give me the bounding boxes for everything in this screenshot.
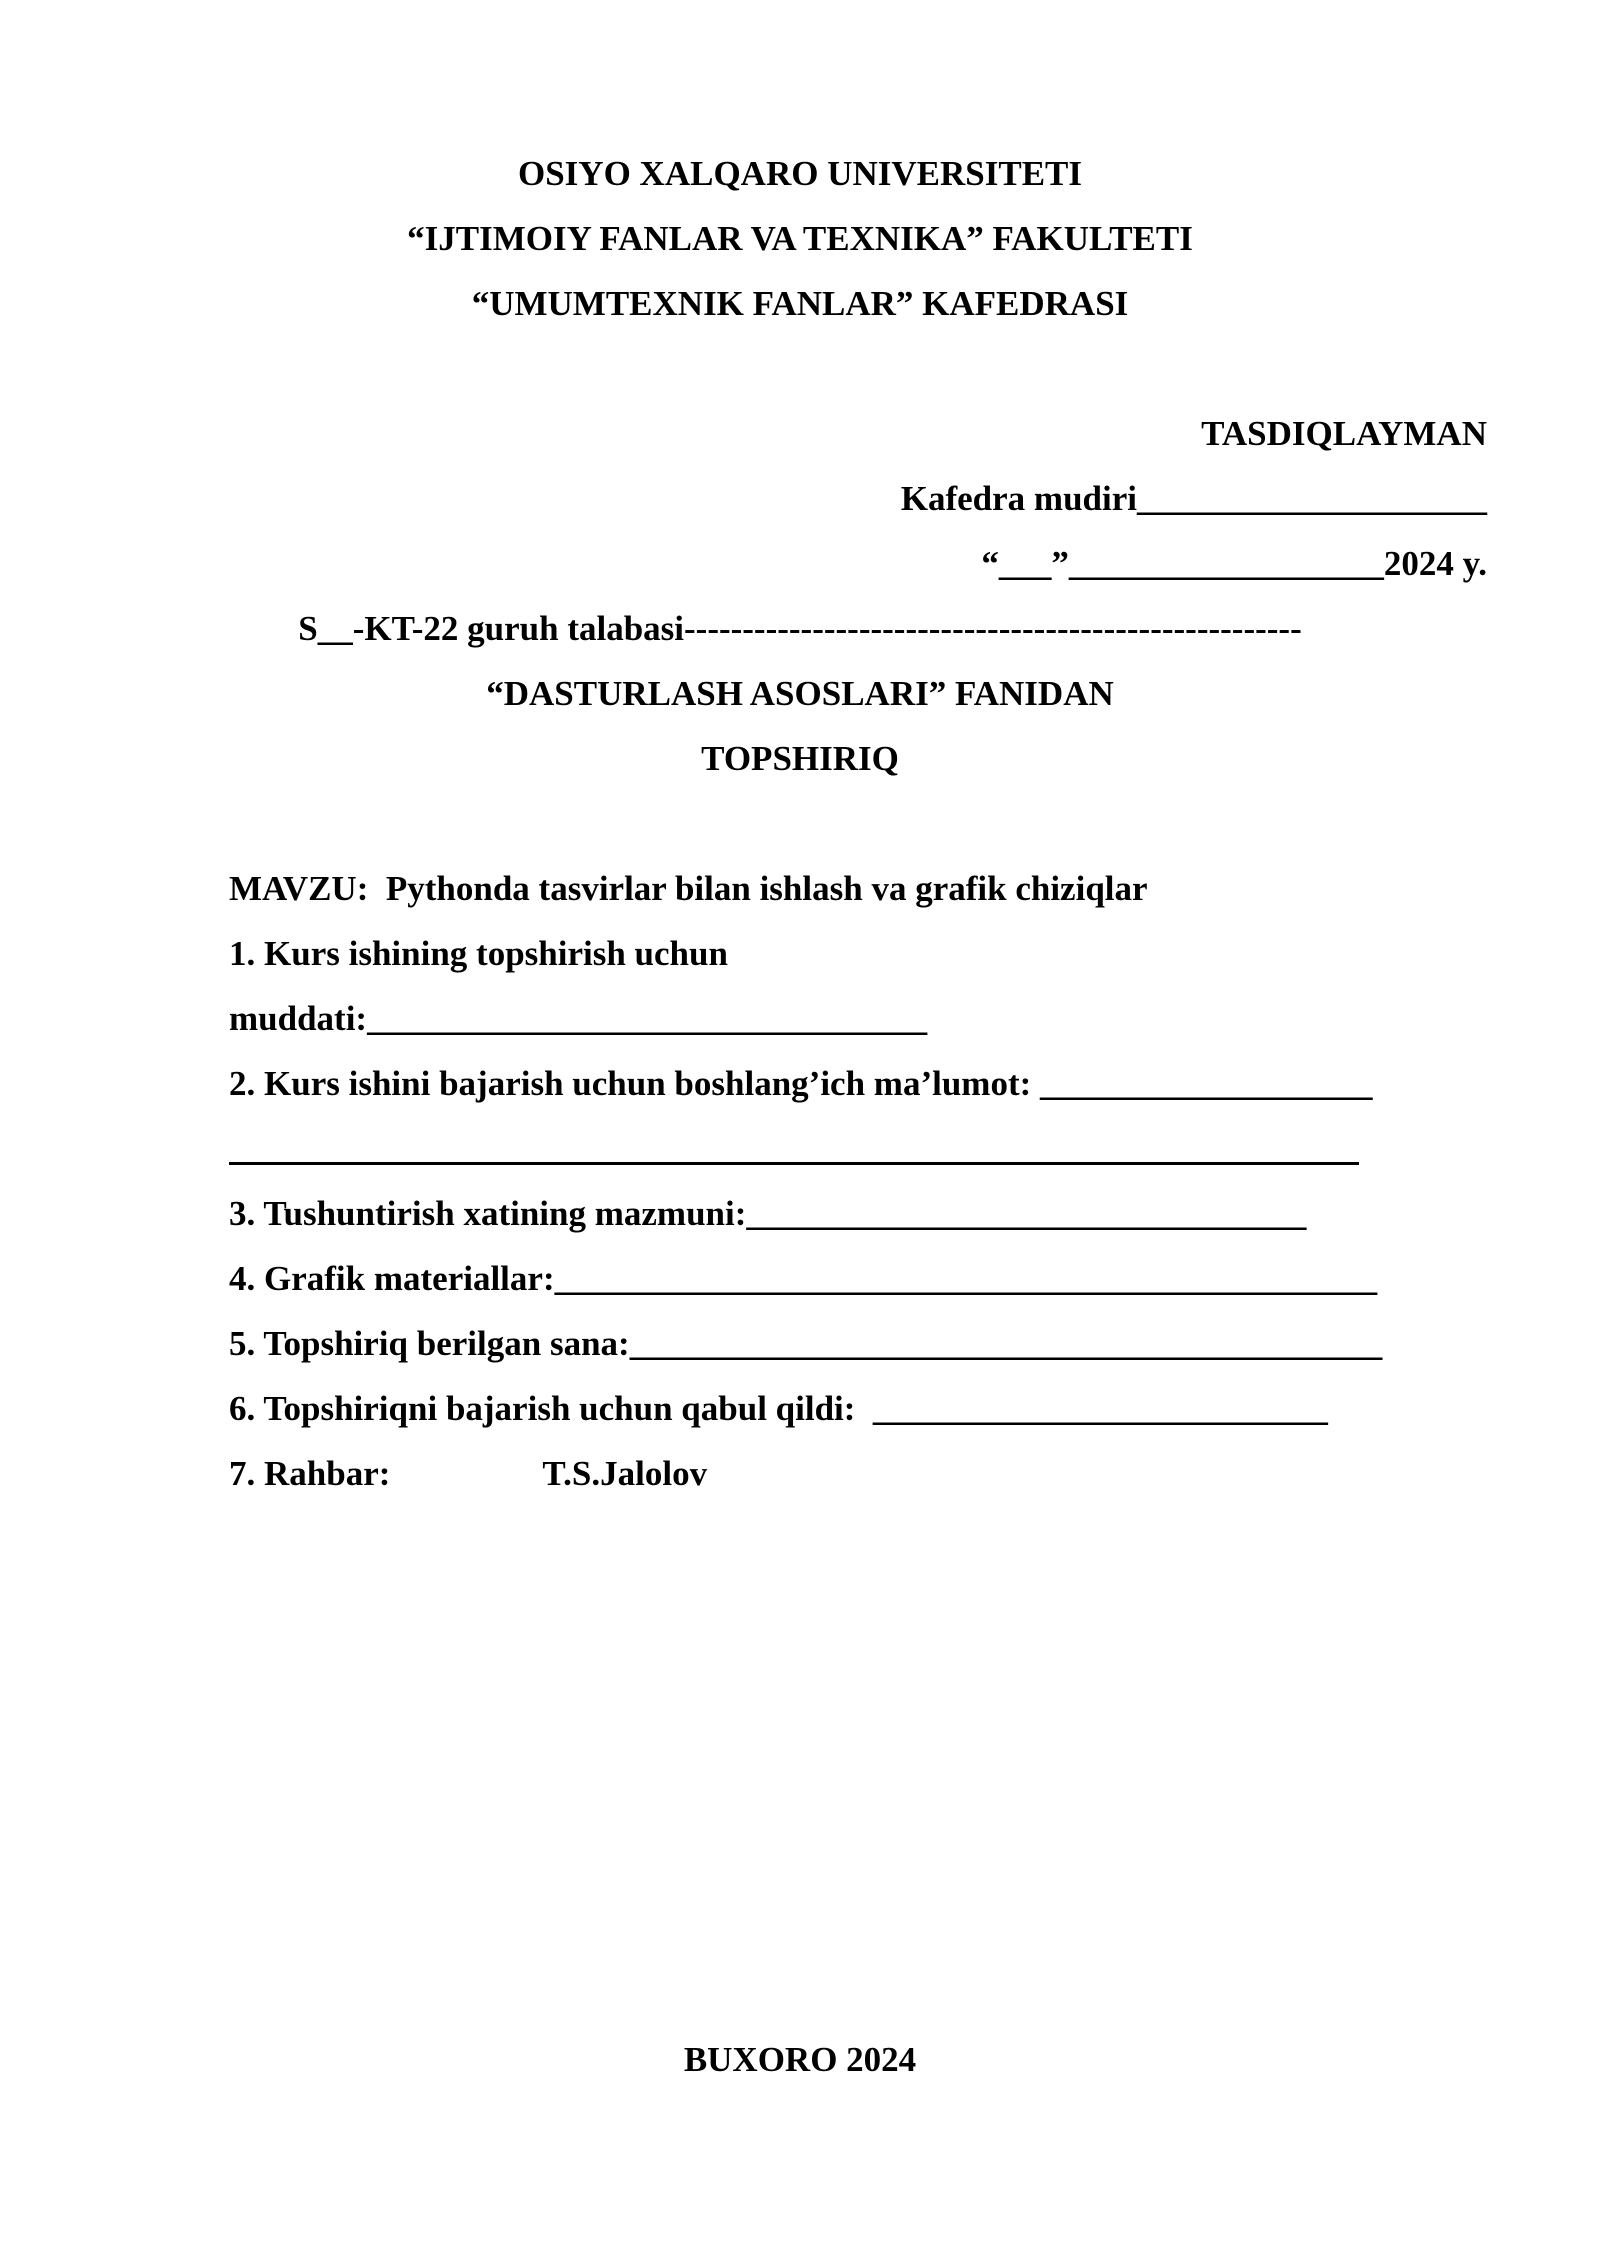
approval-title: TASDIQLAYMAN <box>1201 414 1487 453</box>
supervisor-name: T.S.Jalolov <box>542 1454 708 1493</box>
faculty-name: “IJTIMOIY FANLAR VA TEXNIKA” FAKULTETI <box>407 219 1193 258</box>
subject-line: “DASTURLASH ASOSLARI” FANIDAN <box>486 674 1114 713</box>
item-6-accepted-by: 6. Topshiriqni bajarish uchun qabul qildi: __________________________ <box>229 1389 1328 1428</box>
student-group-line: S__-KT-22 guruh talabasi----------------------------------------------------- <box>298 609 1302 648</box>
footer-city-year: BUXORO 2024 <box>683 2040 917 2079</box>
topic-line <box>229 867 1148 911</box>
item-1-deadline: muddati:________________________________ <box>229 999 928 1038</box>
item-2-initial-data: 2. Kurs ishini bajarish uchun boshlang’ich ma’lumot: ___________________ <box>229 1064 1373 1103</box>
item-5-issue-date: 5. Topshiriq berilgan sana:___________________________________________ <box>229 1324 1383 1363</box>
supervisor-label: 7. Rahbar: <box>229 1454 391 1493</box>
topic-label: MAVZU: <box>229 869 369 908</box>
department-name: “UMUMTEXNIK FANLAR” KAFEDRASI <box>471 284 1129 323</box>
item-4-graphic-materials: 4. Grafik materiallar:_______________________________________________ <box>229 1259 1378 1298</box>
approval-head-line: Kafedra mudiri____________________ <box>900 479 1487 518</box>
approval-date-line: “___”__________________2024 y. <box>981 544 1487 583</box>
item-7-supervisor <box>229 1452 707 1496</box>
document-title: TOPSHIRIQ <box>701 739 899 778</box>
university-name: OSIYO XALQARO UNIVERSITETI <box>517 154 1083 193</box>
topic-value: Pythonda tasvirlar bilan ishlash va grafik chiziqlar <box>385 869 1148 908</box>
item-3-explanatory-note: 3. Tushuntirish xatining mazmuni:________________________________ <box>229 1194 1307 1233</box>
item-2-continuation-rule <box>229 1162 1359 1165</box>
item-1-text: 1. Kurs ishining topshirish uchun <box>229 934 728 973</box>
